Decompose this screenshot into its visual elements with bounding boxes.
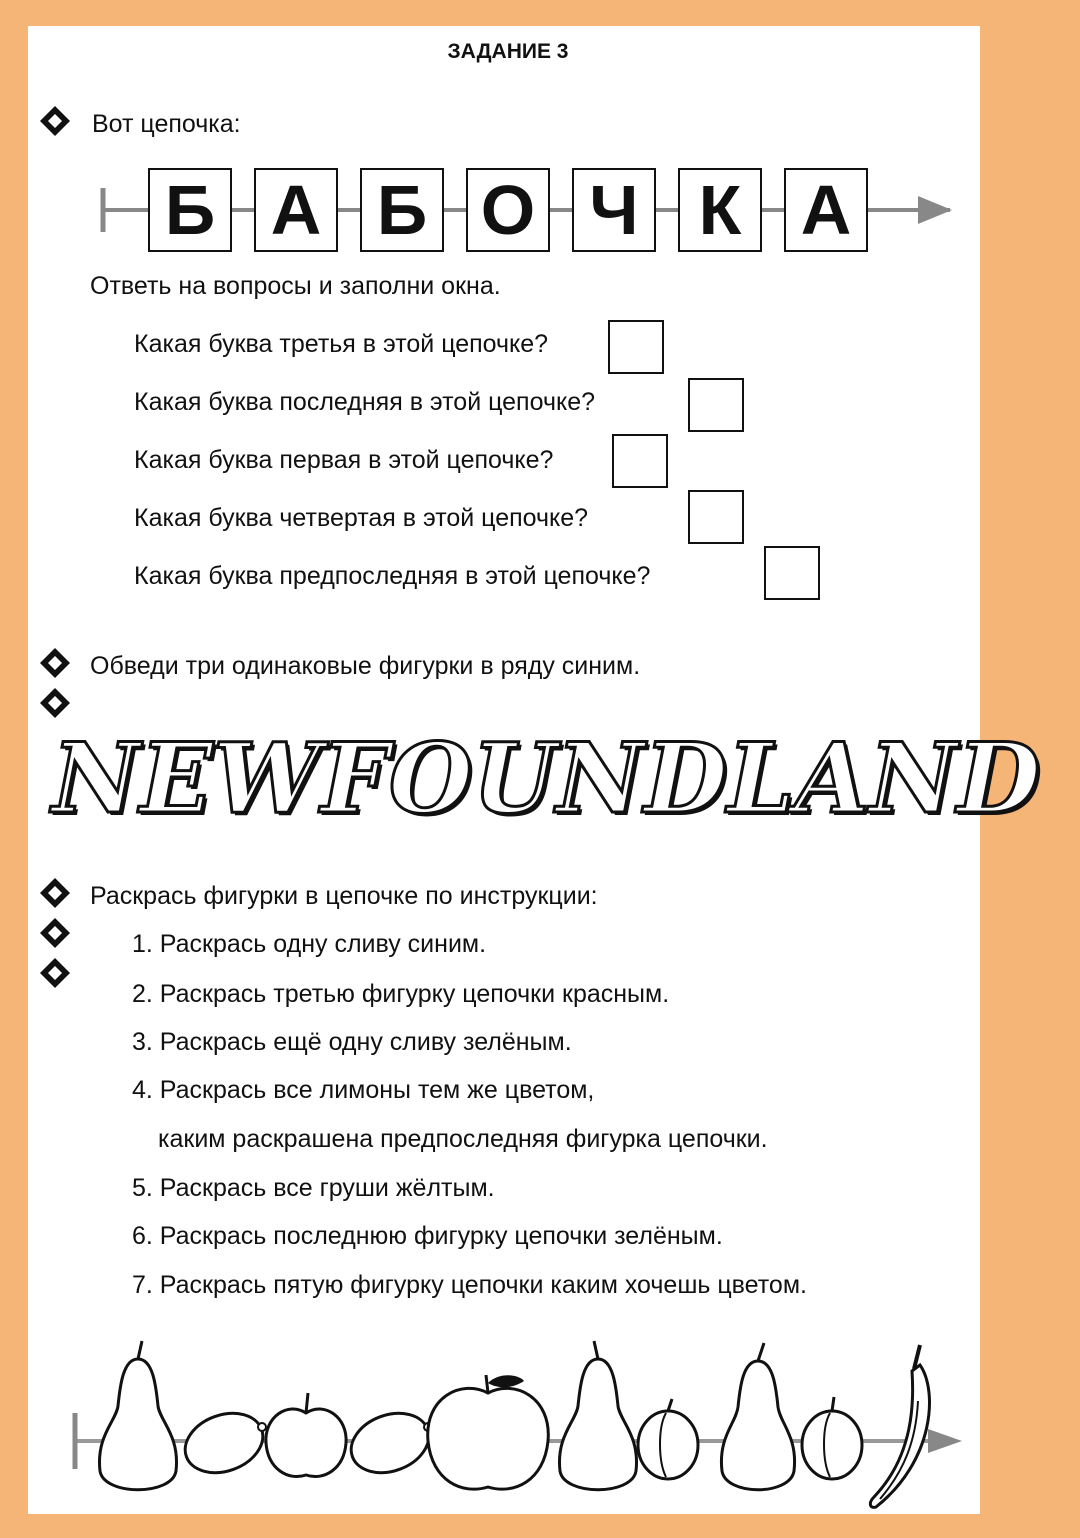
- gothic-letter[interactable]: E: [139, 722, 213, 835]
- gothic-letter[interactable]: N: [52, 722, 140, 835]
- answer-box[interactable]: [612, 434, 668, 488]
- banana-icon[interactable]: [870, 1345, 929, 1507]
- gothic-letter[interactable]: D: [643, 722, 728, 835]
- pear-icon[interactable]: [721, 1343, 794, 1490]
- bullet-diamond-icon: [38, 104, 72, 138]
- lemon-icon[interactable]: [343, 1403, 437, 1483]
- gothic-letter[interactable]: D: [956, 722, 1041, 835]
- circle-instruction: Обведи три одинаковые фигурки в ряду синим.: [90, 652, 641, 680]
- answer-instruction: Ответь на вопросы и заполни окна.: [90, 272, 501, 300]
- fruit-chain: [68, 1331, 968, 1511]
- gothic-letter[interactable]: A: [794, 722, 870, 835]
- question-text: Какая буква третья в этой цепочке?: [134, 330, 549, 358]
- bullet-diamond-icon: [38, 916, 72, 950]
- lemon-icon[interactable]: [177, 1403, 271, 1483]
- coloring-step: 3. Раскрась ещё одну сливу зелёным.: [132, 1028, 572, 1056]
- pear-icon[interactable]: [99, 1341, 176, 1490]
- coloring-instruction: Раскрась фигурки в цепочке по инструкции:: [90, 882, 598, 910]
- question-text: Какая буква четвертая в этой цепочке?: [134, 504, 589, 532]
- gothic-letter[interactable]: U: [472, 722, 557, 835]
- answer-box[interactable]: [688, 490, 744, 544]
- coloring-step-continued: каким раскрашена предпоследняя фигурка цепочки.: [158, 1125, 768, 1153]
- answer-box[interactable]: [764, 546, 820, 600]
- bullet-diamond-icon: [38, 956, 72, 990]
- letter-chain: [100, 166, 960, 256]
- worksheet-page: [28, 26, 1041, 1514]
- chain-letter: А: [254, 168, 338, 252]
- gothic-letter[interactable]: N: [556, 722, 644, 835]
- answer-box[interactable]: [688, 378, 744, 432]
- chain-letter: А: [784, 168, 868, 252]
- plum-icon[interactable]: [802, 1397, 862, 1479]
- plum-icon[interactable]: [638, 1399, 698, 1479]
- gothic-letter[interactable]: O: [388, 722, 473, 835]
- coloring-step: 6. Раскрась последнюю фигурку цепочки зелёным.: [132, 1222, 723, 1250]
- coloring-step: 1. Раскрась одну сливу синим.: [132, 930, 487, 958]
- gothic-letter[interactable]: L: [727, 722, 795, 835]
- gothic-word: [52, 722, 1041, 835]
- coloring-step: 2. Раскрась третью фигурку цепочки красным.: [132, 980, 670, 1008]
- pear-icon[interactable]: [559, 1341, 636, 1490]
- chain-letter: Б: [148, 168, 232, 252]
- chain-letter: К: [678, 168, 762, 252]
- bullet-diamond-icon: [38, 876, 72, 910]
- gothic-letter[interactable]: W: [212, 722, 321, 835]
- gothic-letter[interactable]: F: [320, 722, 389, 835]
- coloring-step: 4. Раскрась все лимоны тем же цветом,: [132, 1076, 595, 1104]
- question-text: Какая буква первая в этой цепочке?: [134, 446, 554, 474]
- page-title: ЗАДАНИЕ 3: [447, 40, 569, 63]
- chain-letter: О: [466, 168, 550, 252]
- apple-icon[interactable]: [266, 1393, 346, 1477]
- gothic-letter[interactable]: N: [869, 722, 957, 835]
- bullet-diamond-icon: [38, 686, 72, 720]
- chain-intro: Вот цепочка:: [92, 110, 241, 138]
- apple-icon[interactable]: [428, 1375, 549, 1489]
- answer-box[interactable]: [608, 320, 664, 374]
- chain-letter: Ч: [572, 168, 656, 252]
- bullet-diamond-icon: [38, 646, 72, 680]
- question-text: Какая буква предпоследняя в этой цепочке?: [134, 562, 651, 590]
- question-text: Какая буква последняя в этой цепочке?: [134, 388, 595, 416]
- coloring-step: 7. Раскрась пятую фигурку цепочки каким хочешь цветом.: [132, 1271, 807, 1299]
- chain-letter: Б: [360, 168, 444, 252]
- coloring-step: 5. Раскрась все груши жёлтым.: [132, 1174, 495, 1202]
